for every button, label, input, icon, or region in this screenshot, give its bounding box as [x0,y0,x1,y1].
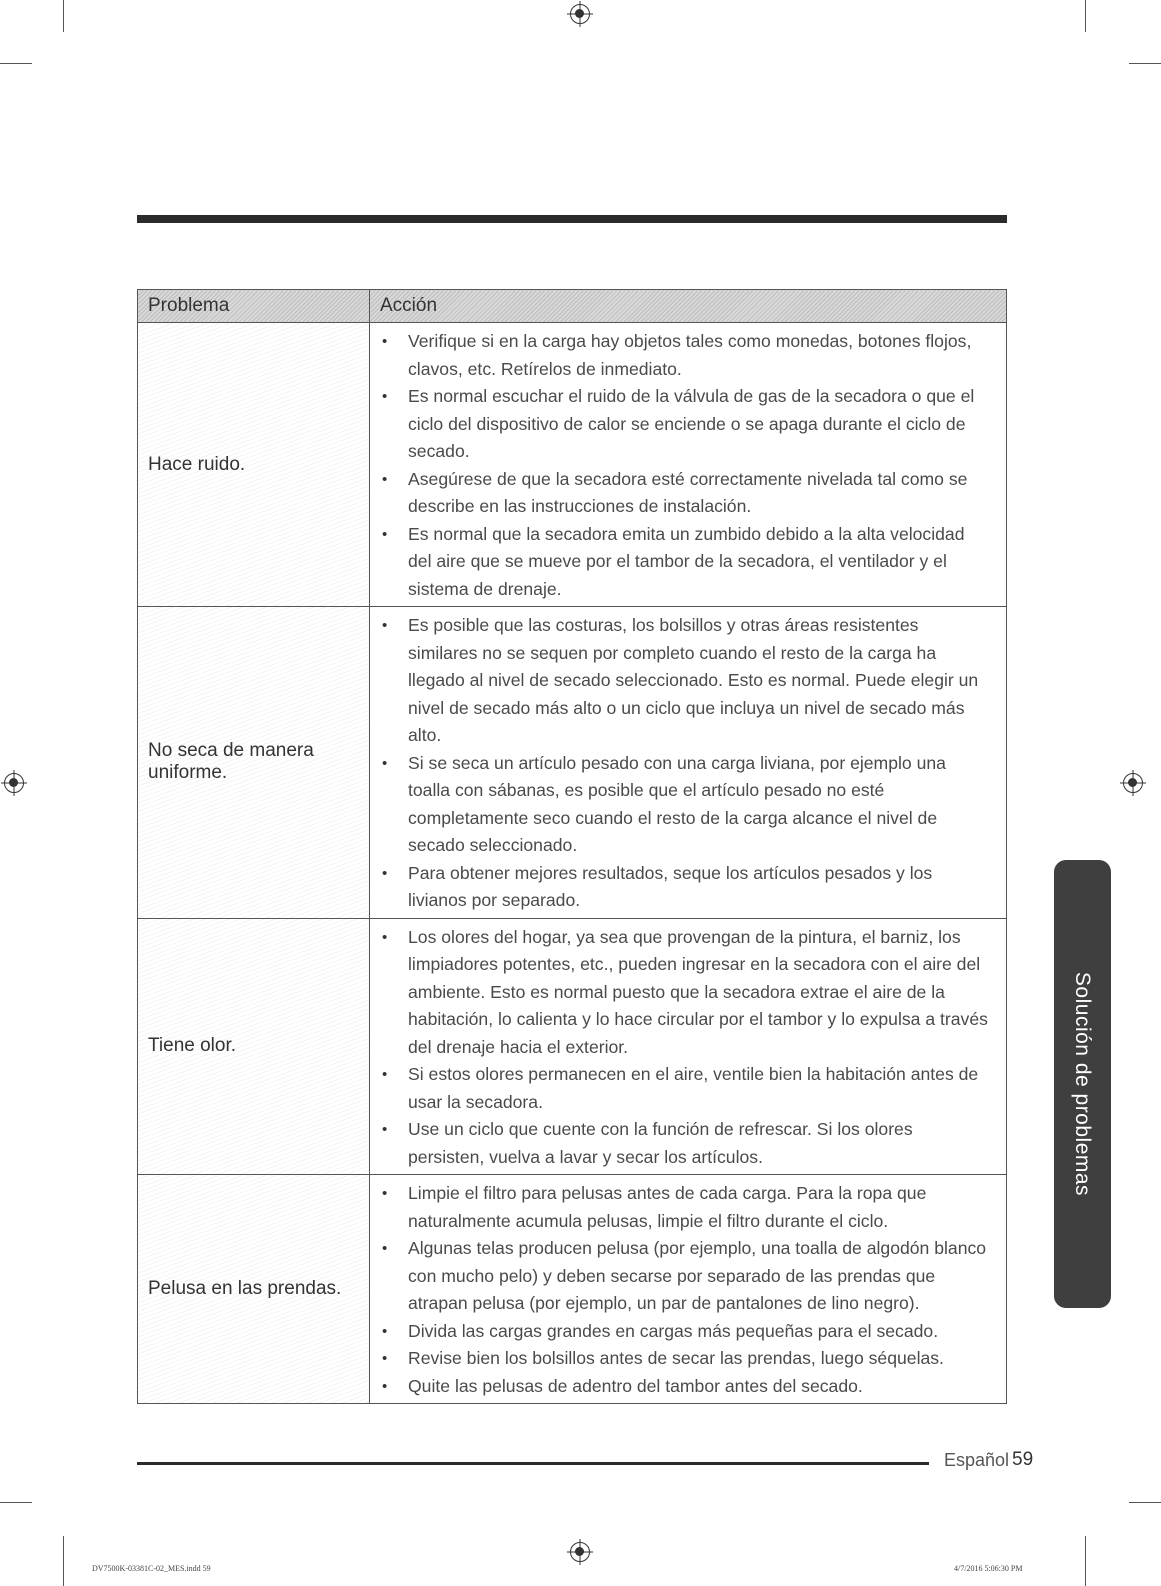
list-item: • Los olores del hogar, ya sea que provengan de la pintura, el barniz, los limpiadores potentes, etc., pueden ingresar en la secadora con el aire del ambiente. Esto es normal puesto que la secadora extrae el aire de la habitación, lo calienta y lo hace circular por el tambor y lo expulsa a través del drenaje hacia el exterior. [380,924,992,1062]
crop-mark [63,1536,64,1586]
crop-mark [0,1502,32,1503]
list-item: • Si se seca un artículo pesado con una carga liviana, por ejemplo una toalla con sábanas, es posible que el artículo pesado no esté completamente seco cuando el resto de la carga alcance el nivel de secado seleccionado. [380,750,992,860]
list-item: • Revise bien los bolsillos antes de secar las prendas, luego séquelas. [380,1345,992,1373]
section-tab-label: Solución de problemas [1071,971,1095,1197]
action-list [380,1180,992,1400]
action-list [380,328,992,603]
list-item: • Divida las cargas grandes en cargas más pequeñas para el secado. [380,1318,992,1346]
list-item: • Asegúrese de que la secadora esté correctamente nivelada tal como se describe en las instrucciones de instalación. [380,466,992,521]
section-side-tab [1054,860,1111,1308]
list-item: • Es posible que las costuras, los bolsillos y otras áreas resistentes similares no se sequen por completo cuando el resto de la carga ha llegado al nivel de secado seleccionado. Esto es normal. Puede elegir un nivel de secado más alto o un ciclo que incluya un nivel de secado más alto. [380,612,992,750]
action-list [380,924,992,1172]
print-slug-file: DV7500K-03381C-02_MES.indd 59 [92,1564,211,1573]
footer-rule [137,1462,929,1465]
table-row [138,607,1007,919]
crop-mark [1085,1536,1086,1586]
header-rule [137,215,1007,223]
action-cell [370,323,1007,607]
list-item: • Limpie el filtro para pelusas antes de cada carga. Para la ropa que naturalmente acumula pelusas, limpie el filtro durante el ciclo. [380,1180,992,1235]
action-list [380,612,992,915]
print-slug-timestamp: 4/7/2016 5:06:30 PM [954,1564,1023,1573]
list-item: • Algunas telas producen pelusa (por ejemplo, una toalla de algodón blanco con mucho pelo) y deben secarse por separado de las prendas que atrapan pelusa (por ejemplo, un par de pantalones de lino negro). [380,1235,992,1318]
crop-mark [63,0,64,32]
list-item: • Use un ciclo que cuente con la función de refrescar. Si los olores persisten, vuelva a lavar y secar los artículos. [380,1116,992,1171]
action-cell [370,607,1007,919]
table-row [138,1175,1007,1404]
crop-mark [1085,0,1086,32]
registration-mark-icon [570,4,590,24]
list-item: • Si estos olores permanecen en el aire, ventile bien la habitación antes de usar la secadora. [380,1061,992,1116]
crop-mark [0,63,32,64]
table-header-row [138,290,1007,323]
list-item: • Es normal escuchar el ruido de la válvula de gas de la secadora o que el ciclo del dispositivo de calor se enciende o se apaga durante el ciclo de secado. [380,383,992,466]
column-header-action: Acción [370,290,1007,323]
registration-mark-icon [1123,773,1143,793]
problem-cell: Tiene olor. [138,918,370,1175]
table-row [138,918,1007,1175]
action-cell [370,918,1007,1175]
footer-language: Español [944,1450,1010,1470]
list-item: • Verifique si en la carga hay objetos tales como monedas, botones flojos, clavos, etc. Retírelos de inmediato. [380,328,992,383]
problem-cell: No seca de manera uniforme. [138,607,370,919]
page-number: 59 [1012,1449,1034,1470]
problem-cell: Hace ruido. [138,323,370,607]
list-item: • Es normal que la secadora emita un zumbido debido a la alta velocidad del aire que se mueve por el tambor de la secadora, el ventilador y el sistema de drenaje. [380,521,992,604]
problem-cell: Pelusa en las prendas. [138,1175,370,1404]
registration-mark-icon [4,773,24,793]
troubleshooting-table [137,289,1007,1404]
crop-mark [1129,1502,1161,1503]
column-header-problem: Problema [138,290,370,323]
registration-mark-icon [570,1542,590,1562]
table-row [138,323,1007,607]
action-cell [370,1175,1007,1404]
list-item: • Quite las pelusas de adentro del tambor antes del secado. [380,1373,992,1401]
list-item: • Para obtener mejores resultados, seque los artículos pesados y los livianos por separado. [380,860,992,915]
crop-mark [1129,63,1161,64]
